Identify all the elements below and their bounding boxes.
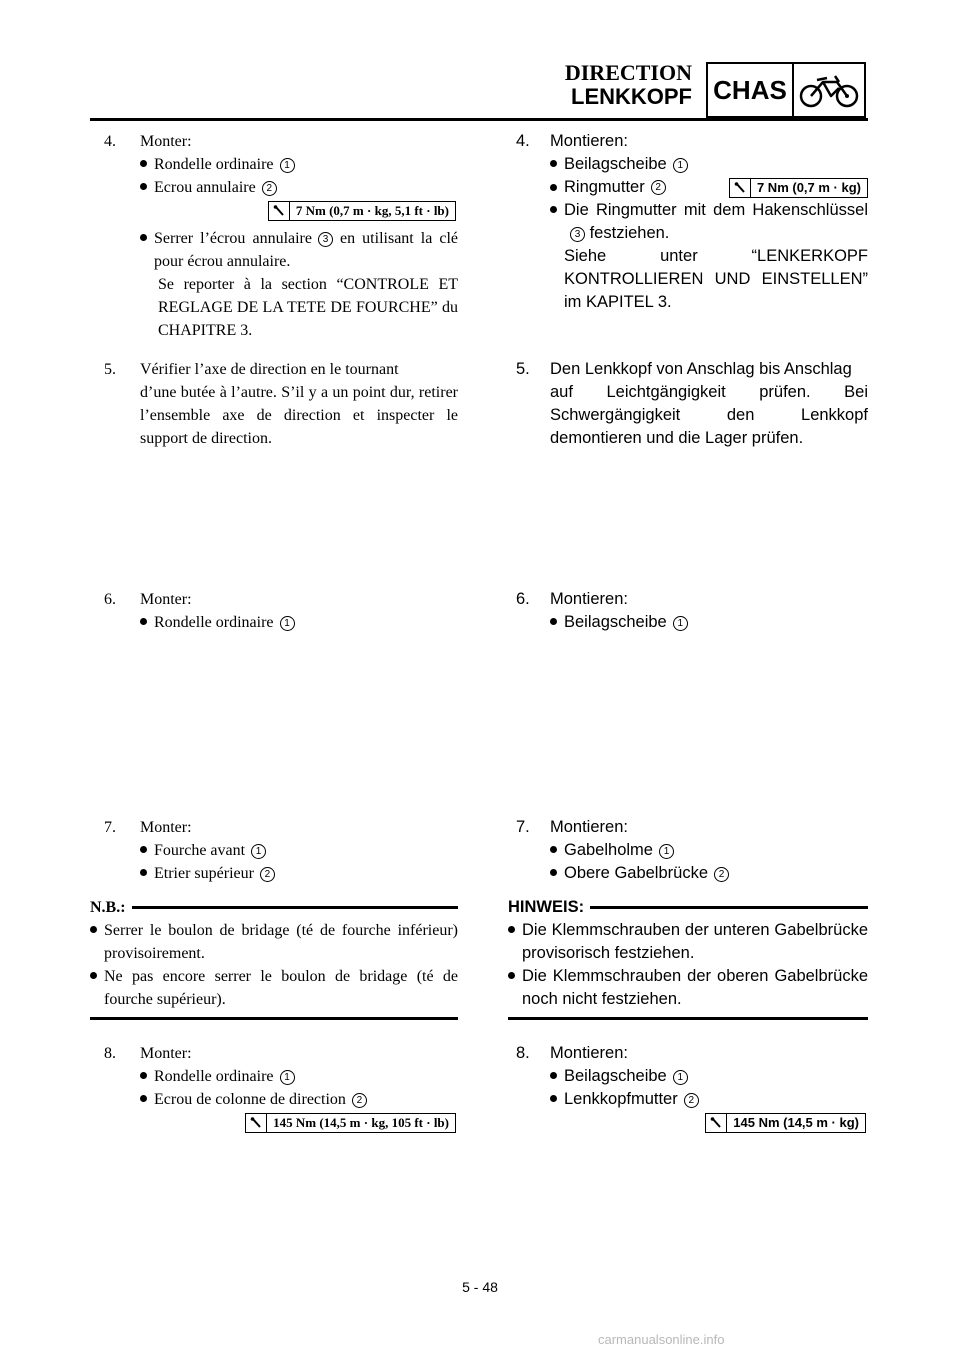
step-number: 4.: [104, 133, 116, 150]
list-item: Etrier supérieur 2: [140, 862, 458, 885]
note-de: [508, 896, 868, 1020]
section-badge: [706, 62, 866, 118]
callout-ref: 3: [570, 227, 585, 242]
step-5-de: 5. Den Lenkkopf von Anschlag bis Anschlag auf Leichtgängigkeit prüfen. Bei Schwergängigkeit den Lenkkopf demontieren und die Lager prüfen.: [516, 360, 868, 447]
step-7-de: 7. Montieren: Gabelholme 1 Obere Gabelbrücke 2: [508, 816, 868, 885]
note-fr: [90, 896, 458, 1020]
section-code: CHAS: [708, 64, 794, 116]
callout-ref: 1: [280, 1070, 295, 1085]
callout-ref: 1: [673, 158, 688, 173]
page-number: 5 - 48: [462, 1279, 498, 1295]
list-item: Ecrou de colonne de direction 2: [140, 1088, 458, 1111]
note-label: HINWEIS:: [508, 898, 585, 916]
callout-ref: 2: [262, 181, 277, 196]
callout-ref: 3: [318, 232, 333, 247]
list-item: Rondelle ordinaire 1: [140, 153, 458, 176]
callout-ref: 2: [352, 1093, 367, 1108]
reference-text: Siehe unter “LENKERKOPF KONTROLLIEREN UND EINSTELLEN” im KAPITEL 3.: [564, 247, 868, 311]
callout-ref: 2: [651, 180, 666, 195]
list-item: Beilagscheibe 1: [550, 611, 868, 634]
torque-spec: 7 Nm (0,7 m · kg, 5,1 ft · lb): [268, 201, 456, 221]
wrench-icon: [246, 1114, 267, 1132]
section-title-fr: DIRECTION: [564, 60, 692, 85]
torque-spec: 7 Nm (0,7 m · kg): [729, 178, 868, 198]
list-item: Rondelle ordinaire 1: [140, 1065, 458, 1088]
step-4-de: 4. Montieren: Beilagscheibe 1 Ringmutter 2 7 Nm (0,7 m · kg) Die Ringmutter mit dem Hakenschlüssel3 festziehen. Siehe unter “LENKERKOPF KONTROLLIEREN UND EINSTELLEN” im KAPITEL 3.: [508, 130, 868, 314]
step-6-fr: 6. Monter: Rondelle ordinaire 1: [90, 588, 458, 634]
step-4-fr: [90, 130, 458, 342]
list-item: Gabelholme 1: [550, 839, 868, 862]
step-5-fr: 5. Vérifier l’axe de direction en le tournant d’une butée à l’autre. S’il y a un point dur, retirer l’ensemble axe de direction et inspecter le support de direction.: [104, 361, 458, 447]
section-title: [565, 62, 692, 108]
list-item: Rondelle ordinaire 1: [140, 611, 458, 634]
note-label: N.B.:: [90, 899, 126, 916]
step-6-de: 6. Montieren: Beilagscheibe 1: [508, 588, 868, 634]
callout-ref: 1: [280, 616, 295, 631]
callout-ref: 2: [260, 867, 275, 882]
list-item: Beilagscheibe 1: [550, 1065, 868, 1088]
step-title: Monter:: [140, 133, 192, 150]
footer-watermark: carmanualsonline.info: [598, 1332, 725, 1347]
list-item: Die Ringmutter mit dem Hakenschlüssel3 festziehen.: [550, 199, 868, 245]
step-8-de: 8. Montieren: Beilagscheibe 1 Lenkkopfmutter 2 145 Nm (14,5 m · kg): [508, 1042, 868, 1136]
list-item: Obere Gabelbrücke 2: [550, 862, 868, 885]
torque-spec: 145 Nm (14,5 m · kg): [705, 1113, 866, 1133]
list-item: Lenkkopfmutter 2: [550, 1088, 868, 1111]
callout-ref: 1: [673, 1070, 688, 1085]
header-rule: [90, 118, 868, 121]
list-item: Serrer le boulon de bridage (té de fourche inférieur) provisoirement.: [90, 919, 458, 965]
wrench-icon: [706, 1114, 727, 1132]
callout-ref: 2: [714, 867, 729, 882]
reference-text: Se reporter à la section “CONTROLE ET REGLAGE DE LA TETE DE FOURCHE” du CHAPITRE 3.: [158, 276, 458, 339]
wrench-icon: [730, 179, 751, 197]
torque-spec: 145 Nm (14,5 m · kg, 105 ft · lb): [245, 1113, 456, 1133]
callout-ref: 1: [251, 844, 266, 859]
list-item: Die Klemmschrauben der oberen Gabelbrücke noch nicht festziehen.: [508, 965, 868, 1011]
step-7-fr: 7. Monter: Fourche avant 1 Etrier supérieur 2: [90, 816, 458, 885]
section-title-de: LENKKOPF: [571, 84, 692, 109]
callout-ref: 1: [673, 616, 688, 631]
list-item: Ringmutter 2 7 Nm (0,7 m · kg): [550, 176, 868, 199]
list-item: Serrer l’écrou annulaire 3 en utilisant la clé pour écrou annulaire.: [140, 227, 458, 273]
callout-ref: 1: [659, 844, 674, 859]
motorcycle-icon: [794, 64, 864, 116]
callout-ref: 2: [684, 1093, 699, 1108]
list-item: Ne pas encore serrer le boulon de bridage (té de fourche supérieur).: [90, 965, 458, 1011]
wrench-icon: [269, 202, 290, 220]
list-item: Fourche avant 1: [140, 839, 458, 862]
list-item: Die Klemmschrauben der unteren Gabelbrücke provisorisch festziehen.: [508, 919, 868, 965]
step-8-fr: 8. Monter: Rondelle ordinaire 1 Ecrou de colonne de direction 2 145 Nm (14,5 m · kg, 105 ft · lb): [90, 1042, 458, 1136]
list-item: Ecrou annulaire 2: [140, 176, 458, 199]
list-item: Beilagscheibe 1: [550, 153, 868, 176]
callout-ref: 1: [280, 158, 295, 173]
